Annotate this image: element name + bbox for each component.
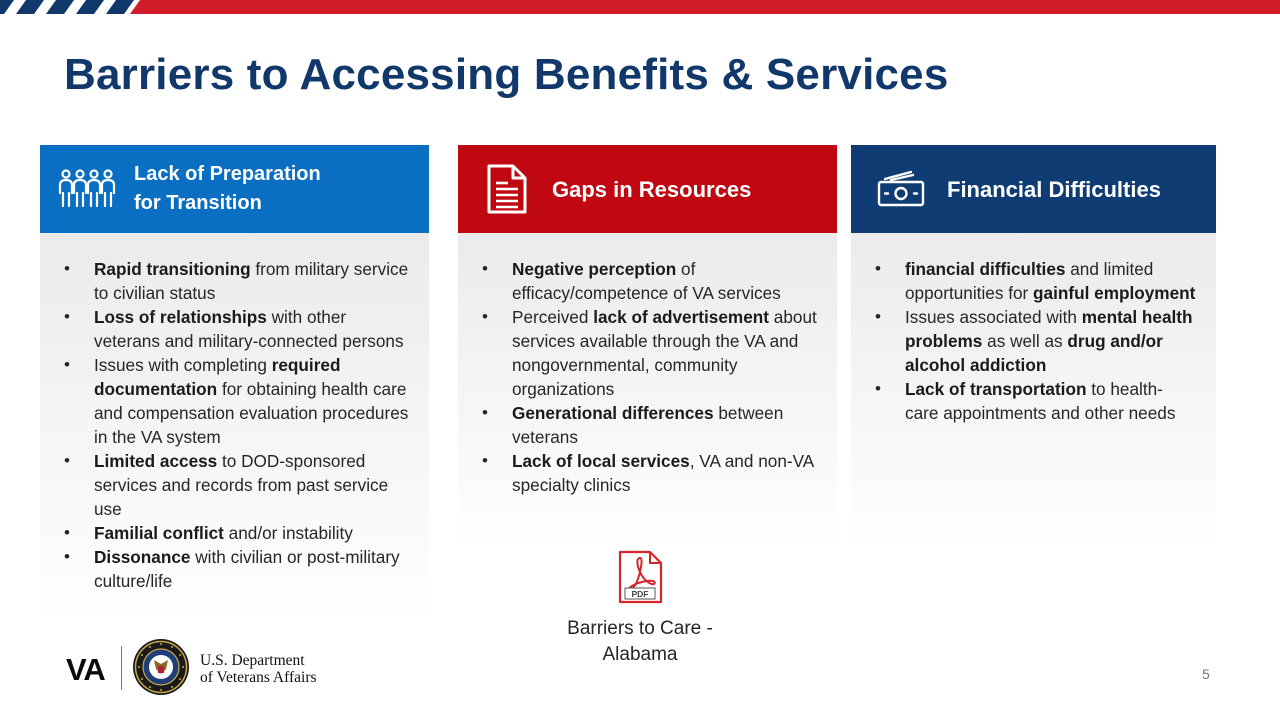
list-item: • Issues associated with mental health problems as well as drug and/or alcohol addiction bbox=[873, 305, 1196, 377]
top-stripe-bar bbox=[0, 0, 1280, 14]
logo-divider bbox=[121, 646, 122, 690]
card-body bbox=[851, 233, 1216, 551]
page-number: 5 bbox=[1202, 666, 1210, 682]
list-item: • Loss of relationships with other veterans and military-connected persons bbox=[62, 305, 409, 353]
attachment-label[interactable]: Barriers to Care - Alabama bbox=[567, 618, 713, 665]
list-item: • Negative perception of efficacy/competence of VA services bbox=[480, 257, 817, 305]
bullet-list bbox=[480, 257, 817, 497]
list-item: • financial difficulties and limited opportunities for gainful employment bbox=[873, 257, 1196, 305]
list-item: • Limited access to DOD-sponsored services and records from past service use bbox=[62, 449, 409, 521]
card-header bbox=[458, 145, 837, 233]
bullet-list bbox=[62, 257, 409, 593]
card-title bbox=[552, 175, 751, 204]
card-header bbox=[40, 145, 429, 233]
list-item: • Dissonance with civilian or post-military culture/life bbox=[62, 545, 409, 593]
list-item: • Familial conflict and/or instability bbox=[62, 521, 409, 545]
card-title-line: Lack of Preparation bbox=[134, 163, 321, 185]
department-name: U.S. Department of Veterans Affairs bbox=[200, 652, 317, 686]
card-header bbox=[851, 145, 1216, 233]
card-financial-difficulties bbox=[851, 145, 1216, 551]
card-lack-of-preparation bbox=[40, 145, 429, 625]
list-item: • Generational differences between veterans bbox=[480, 401, 817, 449]
list-item: • Lack of local services, VA and non-VA specialty clinics bbox=[480, 449, 817, 497]
card-title bbox=[947, 175, 1161, 204]
card-body bbox=[40, 233, 429, 625]
va-logo bbox=[66, 638, 336, 700]
svg-text:PDF: PDF bbox=[631, 589, 649, 599]
va-seal-icon bbox=[132, 638, 190, 696]
pdf-attachment[interactable] bbox=[540, 550, 740, 668]
people-group-icon bbox=[58, 169, 116, 209]
card-body bbox=[458, 233, 837, 551]
va-wordmark: VA bbox=[66, 652, 105, 687]
stripe-decoration bbox=[0, 0, 1280, 14]
bullet-list bbox=[873, 257, 1196, 425]
card-title bbox=[134, 160, 321, 218]
pdf-file-icon[interactable] bbox=[617, 550, 663, 604]
card-title-line: Financial Difficulties bbox=[947, 176, 1161, 202]
card-gaps-in-resources bbox=[458, 145, 837, 551]
card-title-line: Gaps in Resources bbox=[552, 176, 752, 202]
document-icon bbox=[486, 163, 528, 215]
list-item: • Rapid transitioning from military service to civilian status bbox=[62, 257, 409, 305]
card-title-line: for Transition bbox=[134, 192, 262, 214]
money-icon bbox=[877, 170, 925, 208]
list-item: • Perceived lack of advertisement about services available through the VA and nongovernmental, community organizations bbox=[480, 305, 817, 401]
list-item: • Issues with completing required documentation for obtaining health care and compensation evaluation procedures in the VA system bbox=[62, 353, 409, 449]
slide-title: Barriers to Accessing Benefits & Services bbox=[64, 50, 949, 99]
list-item: • Lack of transportation to health-care appointments and other needs bbox=[873, 377, 1196, 425]
